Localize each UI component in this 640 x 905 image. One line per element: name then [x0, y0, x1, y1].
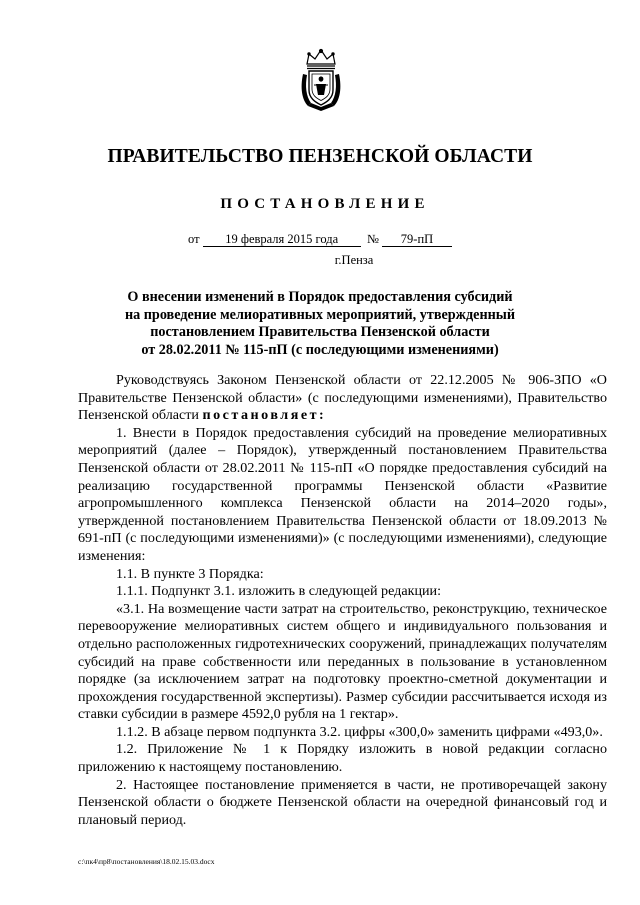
- subject-line: на проведение мелиоративных мероприятий, утвержденный: [124, 306, 516, 323]
- paragraph-1: 1. Внести в Порядок предоставления субсидий на проведение мелиоративных мероприятий (далее – Порядок), утвержденный постановлением Правительства Пензенской области от 28.02.2011 № 115-пП «О порядке предоставления субсидий на реализацию государственной программы Пензенской области «Развитие агропромышленного комплекса Пензенской области на 2014–2020 годы», утвержденной постановлением Правительства Пензенской области от 18.09.2013 № 691-пП (с последующими изменениями)» (с последующими изменениями), следующие изменения:: [78, 424, 607, 564]
- paragraph-3-1-text: «3.1. На возмещение части затрат на строительство, реконструкцию, техническое перевооружение мелиоративных систем общего и индивидуального пользования и отдельно расположенных гидротехнических сооружений, принадлежащих получателям субсидий на праве собственности или переданных в пользование в установленном порядке (за исключением затрат на подготовку проектно-сметной документации и прохождения государственной экспертизы). Размер субсидии рассчитывается исходя из ставки субсидии в размере 4592,0 рубля на 1 гектар».: [78, 600, 607, 723]
- preamble-resolution-word: постановляет:: [202, 407, 327, 424]
- document-number: 79-пП: [382, 232, 452, 247]
- preamble-text: Руководствуясь Законом Пензенской области от 22.12.2005 № 906-ЗПО «О Правительстве Пензенской области» (с последующими изменениями), Правительство Пензенской области: [78, 372, 607, 424]
- paragraph-1-1-2: 1.1.2. В абзаце первом подпункта 3.2. цифры «300,0» заменить цифрами «493,0».: [116, 723, 603, 740]
- city: г.Пенза: [334, 253, 374, 267]
- subject-line: постановлением Правительства Пензенской области: [150, 324, 490, 340]
- document-date: 19 февраля 2015 года: [203, 232, 361, 247]
- subject-line: от 28.02.2011 № 115-пП (с последующими изменениями): [141, 341, 499, 358]
- document-subject: [100, 289, 540, 359]
- document-body: [78, 372, 607, 829]
- document-type: ПОСТАНОВЛЕНИЕ: [220, 196, 430, 212]
- paragraph-2: 2. Настоящее постановление применяется в части, не противоречащей закону Пензенской области о бюджете Пензенской области на очередной финансовый год и плановый период.: [78, 776, 607, 828]
- number-prefix: №: [366, 232, 379, 246]
- government-title: ПРАВИТЕЛЬСТВО ПЕНЗЕНСКОЙ ОБЛАСТИ: [107, 146, 533, 167]
- date-prefix: от: [188, 232, 200, 246]
- paragraph-preamble: [78, 372, 607, 425]
- coat-of-arms-icon: [298, 48, 344, 112]
- file-path-footer: c:\пк4\пр8\постановления\18.02.15.03.docx: [78, 857, 215, 866]
- date-number-line: [0, 232, 640, 247]
- subject-line: О внесении изменений в Порядок предоставления субсидий: [127, 289, 513, 305]
- paragraph-1-2: 1.2. Приложение № 1 к Порядку изложить в новой редакции согласно приложению к настоящему постановлению.: [78, 741, 607, 776]
- paragraph-1-1: 1.1. В пункте 3 Порядка:: [116, 565, 264, 582]
- paragraph-1-1-1: 1.1.1. Подпункт 3.1. изложить в следующей редакции:: [116, 583, 441, 600]
